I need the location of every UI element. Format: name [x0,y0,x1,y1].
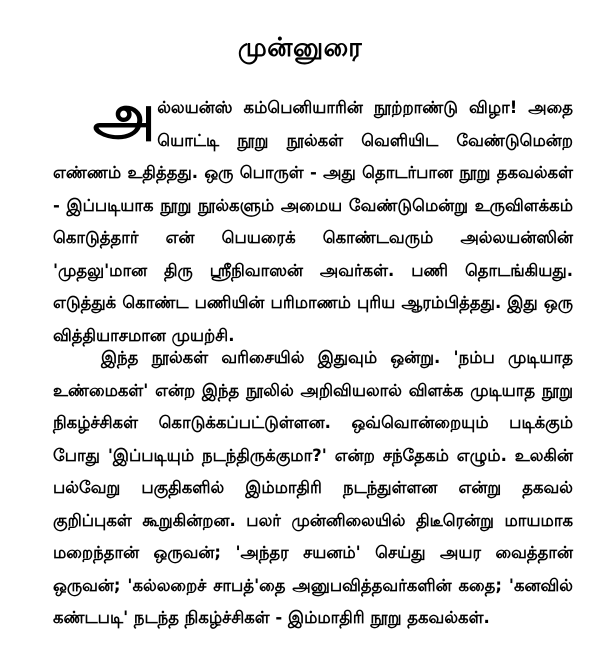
paragraph-1-text: ல்லயன்ஸ் கம்பெனியாரின் நூற்றாண்டு விழா! அதை யொட்டி நூறு நூல்கள் வெளியிட வேண்டுமென்ற எண்ணம் உதித்தது. ஒரு பொருள் - அது தொடர்பான நூறு தகவல்கள் - இப்படியாக நூறு நூல்களும் அமைய வேண்டுமென்று உருவிளக்கம் கொடுத்தார் என் பெயரைக் கொண்டவரும் அல்லயன்ஸின் 'முதலு'மான திரு ஸ்ரீநிவாஸன் அவர்கள். பணி தொடங்கியது. எடுத்துக் கொண்ட பணியின் பரிமாணம் புரிய ஆரம்பித்தது. இது ஒரு வித்தியாசமான முயற்சி. [53,98,573,345]
page-title: முன்னுரை [237,33,363,63]
paragraph-2-text: இந்த நூல்கள் வரிசையில் இதுவும் ஒன்று. 'நம்ப முடியாத உண்மைகள்' என்ற இந்த நூலில் அறிவியலால் விளக்க முடியாத நூறு நிகழ்ச்சிகள் கொடுக்கப்பட்டுள்ளன. ஒவ்வொன்றையும் படிக்கும் போது 'இப்படியும் நடந்திருக்குமா?' என்ற சந்தேகம் எழும். உலகின் பல்வேறு பகுதிகளில் இம்மாதிரி நடந்துள்ளன என்று தகவல் குறிப்புகள் கூறுகின்றன. பலர் முன்னிலையில் திடீரென்று மாயமாக மறைந்தான் ஒருவன்; 'அந்தர சயனம்' செய்து அயர வைத்தான் ஒருவன்; 'கல்லறைச் சாபத்'தை அனுபவித்தவர்களின் கதை; 'கனவில் கண்டபடி' நடந்த நிகழ்ச்சிகள் - இம்மாதிரி நூறு தகவல்கள். [53,348,573,627]
drop-cap: அ [93,83,156,148]
paragraph-2 [53,342,573,635]
paragraph-2-body [53,342,573,635]
paragraph-1-body [53,83,573,352]
paragraph-1 [53,83,573,352]
